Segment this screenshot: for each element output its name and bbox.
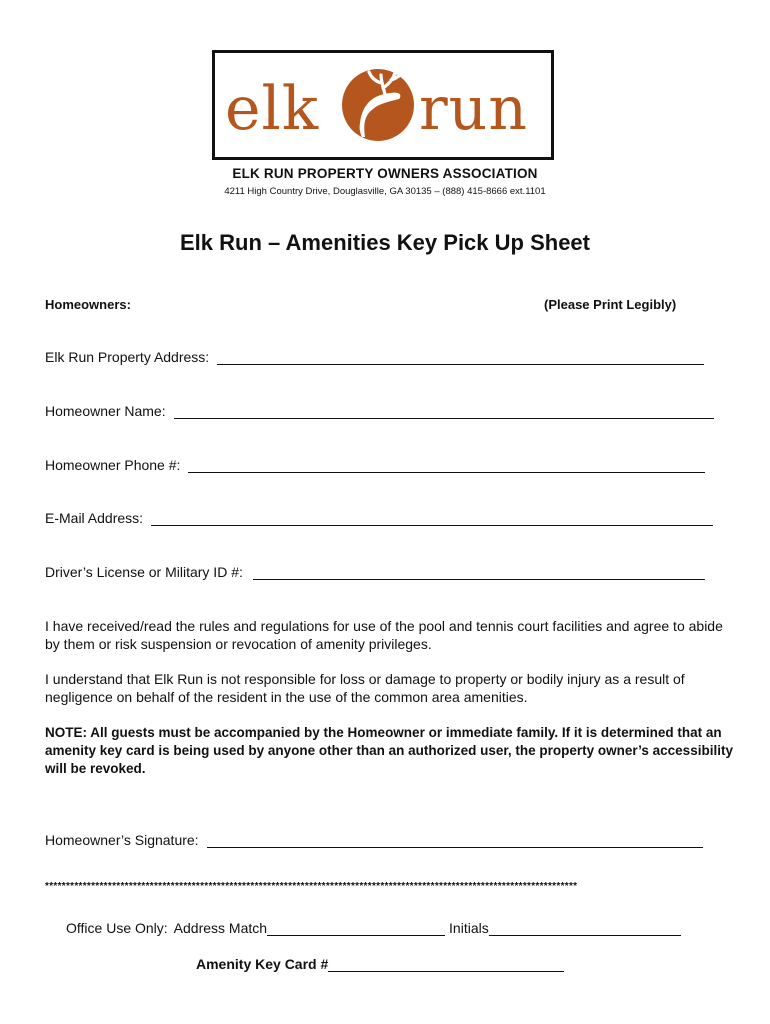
email-line[interactable]	[151, 511, 713, 526]
address-match-label: Address Match	[173, 920, 268, 936]
homeowner-phone-line[interactable]	[188, 458, 705, 473]
signature-line[interactable]	[207, 833, 703, 848]
elk-run-logo	[215, 53, 551, 157]
license-line[interactable]	[253, 565, 705, 580]
rules-paragraph: I have received/read the rules and regulations for use of the pool and tennis court facilities and agree to abide by them or risk suspension or revocation of amenity privileges.	[45, 618, 723, 652]
homeowner-name-field[interactable]	[45, 403, 714, 419]
signature-label: Homeowner’s Signature:	[45, 832, 199, 848]
email-field[interactable]	[45, 510, 713, 526]
guest-note: NOTE: All guests must be accompanied by the Homeowner or immediate family. If it is determined that an amenity key card is being used by anyone other than an authorized user, the property owner’s accessibility will be revoked.	[45, 725, 733, 776]
property-address-line[interactable]	[217, 350, 704, 365]
logo-frame	[212, 50, 554, 160]
separator-stars: *******************************************************************************************************************************	[45, 881, 578, 892]
amenity-key-card-row	[196, 956, 564, 972]
homeowner-phone-label: Homeowner Phone #:	[45, 457, 181, 473]
elk-head-emblem	[342, 63, 414, 141]
homeowner-name-line[interactable]	[174, 404, 714, 419]
license-field[interactable]	[45, 564, 705, 580]
signature-field[interactable]	[45, 832, 703, 848]
print-legibly-note: (Please Print Legibly)	[544, 297, 677, 312]
initials-label: Initials	[449, 920, 489, 936]
address-match-line[interactable]	[267, 921, 445, 936]
homeowner-phone-field[interactable]	[45, 457, 705, 473]
property-address-label: Elk Run Property Address:	[45, 349, 210, 365]
amenity-key-card-label: Amenity Key Card #	[196, 956, 329, 972]
association-address: 4211 High Country Drive, Douglasville, GA 30135 – (888) 415-8666 ext.1101	[224, 186, 546, 197]
homeowner-name-label: Homeowner Name:	[45, 403, 166, 419]
office-use-label: Office Use Only:	[66, 920, 168, 936]
email-label: E-Mail Address:	[45, 510, 144, 526]
liability-paragraph: I understand that Elk Run is not responsible for loss or damage to property or bodily injury as a result of negligence on behalf of the resident in the use of the common area amenities.	[45, 671, 685, 705]
office-use-row	[66, 920, 681, 936]
initials-line[interactable]	[489, 921, 681, 936]
amenity-key-card-line[interactable]	[328, 957, 564, 972]
license-label: Driver’s License or Military ID #:	[45, 564, 243, 580]
homeowners-label: Homeowners:	[45, 297, 131, 312]
logo-word-right: run	[419, 74, 528, 144]
page-title: Elk Run – Amenities Key Pick Up Sheet	[180, 230, 590, 255]
association-name: ELK RUN PROPERTY OWNERS ASSOCIATION	[232, 166, 538, 181]
property-address-field[interactable]	[45, 349, 704, 365]
logo-word-left: elk	[225, 74, 320, 144]
